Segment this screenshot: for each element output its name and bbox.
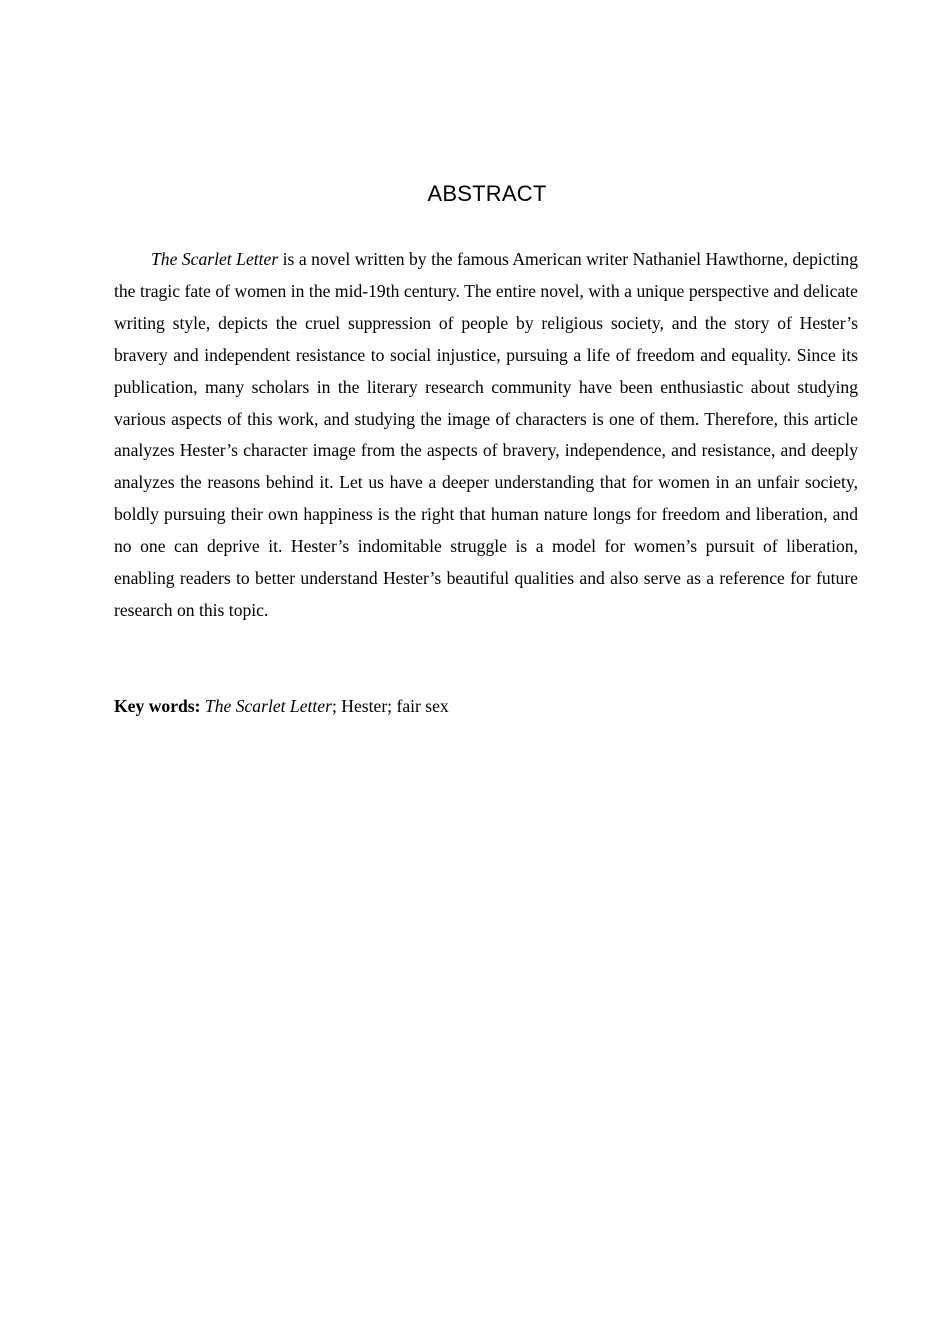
keywords-rest: ; Hester; fair sex [331,696,449,716]
keywords-line [114,691,858,723]
keyword-book-title: The Scarlet Letter [204,696,332,716]
abstract-book-title: The Scarlet Letter [151,249,279,269]
keywords-label: Key words: [114,696,201,716]
abstract-paragraph [114,244,858,627]
page-title: ABSTRACT [427,181,547,206]
abstract-body-text: is a novel written by the famous American writer Nathaniel Hawthorne, depicting the tragic fate of women in the mid-19th century. The entire novel, with a unique perspective and delicate writing style, depicts the cruel suppression of people by religious society, and the story of Hester’s bravery and independent resistance to social injustice, pursuing a life of freedom and equality. Since its publication, many scholars in the literary research community have been enthusiastic about studying various aspects of this work, and studying the image of characters is one of them. Therefore, this article analyzes Hester’s character image from the aspects of bravery, independence, and resistance, and deeply analyzes the reasons behind it. Let us have a deeper understanding that for women in an unfair society, boldly pursuing their own happiness is the right that human nature longs for freedom and liberation, and no one can deprive it. Hester’s indomitable struggle is a model for women’s pursuit of liberation, enabling readers to better understand Hester’s beautiful qualities and also serve as a reference for future research on this topic. [114,249,858,620]
